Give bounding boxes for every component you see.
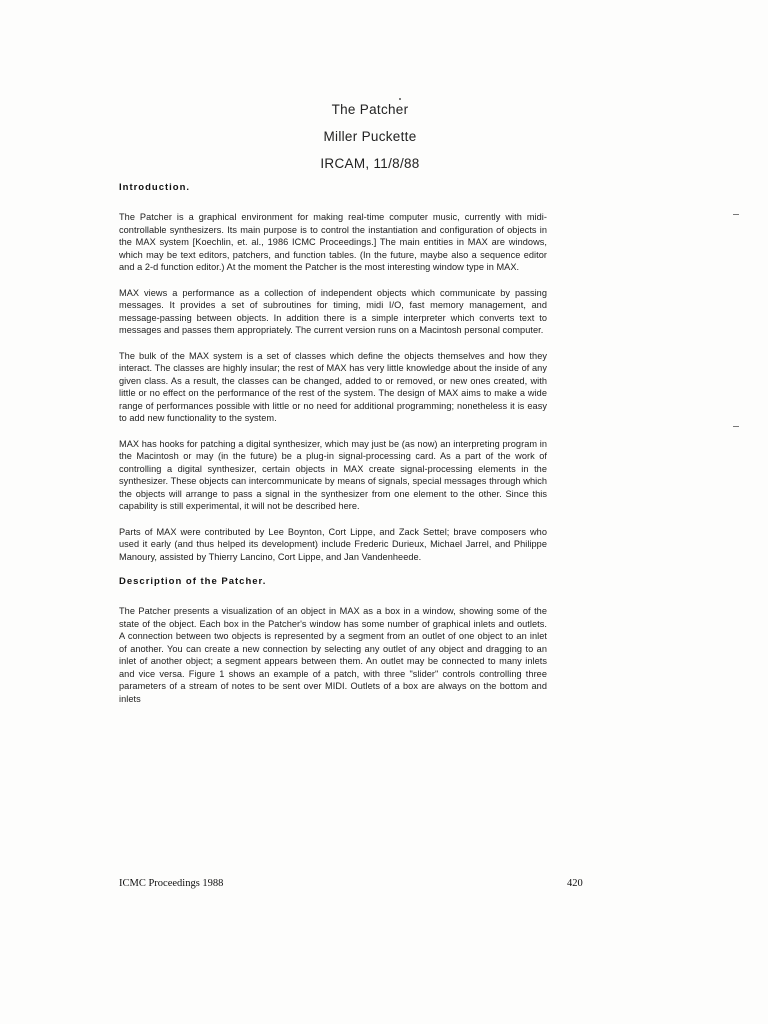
section-heading-description: Description of the Patcher. (119, 576, 267, 587)
page-number: 420 (567, 878, 583, 889)
scan-mark (733, 426, 739, 427)
scan-mark (733, 214, 739, 215)
paragraph-3: The bulk of the MAX system is a set of classes which define the objects themselves and how they interact. The classes are highly insular; the rest of MAX has very little knowledge about the inside of any given class. As a result, the classes can be changed, added to or removed, or new ones created, with little or no effect on the performance of the rest of the system. The design of MAX aims to make a wide range of performances possible with little or no need for additional programming; nonetheless it is easy to add new functionality to the system. (119, 350, 547, 423)
paragraph-6: The Patcher presents a visualization of an object in MAX as a box in a window, showing some of the state of the object. Each box in the Patcher's window has some number of graphical inlets and outlets. A connection between two objects is represented by a segment from an outlet of one object to an inlet of another. You can create a new connection by selecting any outlet of any object and dragging to an inlet of another object; a segment appears between them. An outlet may be connected to many inlets and vice versa. Figure 1 shows an example of a patch, with three "slider" controls controlling three parameters of a stream of notes to be sent over MIDI. Outlets of a box are always on the bottom and inlets (119, 606, 547, 704)
section-heading-introduction: Introduction. (119, 182, 191, 193)
paragraph-1: The Patcher is a graphical environment for making real-time computer music, currently with midi-controllable synthesizers. Its main purpose is to control the instantiation and configuration of objects in the MAX system [Koechlin, et. al., 1986 ICMC Proceedings.] The main entities in MAX are windows, which may be text editors, patchers, and function tables. (In the future, maybe also a sequence editor and a 2-d function editor.) At the moment the Patcher is the most interesting window type in MAX. (119, 212, 547, 272)
paper-title: The Patcher (331, 102, 409, 117)
paper-affiliation-date: IRCAM, 11/8/88 (320, 156, 420, 171)
title-block (200, 96, 540, 177)
paragraph-5: Parts of MAX were contributed by Lee Boynton, Cort Lippe, and Zack Settel; brave composers who used it early (and thus helped its development) include Frederic Durieux, Michael Jarrel, and Philippe Manoury, assisted by Thierry Lancino, Cort Lippe, and Jan Vandenheede. (119, 526, 547, 562)
paragraph-2: MAX views a performance as a collection of independent objects which communicate by passing messages. It provides a set of subroutines for timing, midi I/O, fast memory management, and message-passing between objects. In addition there is a simple interpreter which converts text to messages and passes them appropriately. The current version runs on a Macintosh personal computer. (119, 287, 547, 335)
paragraph-4: MAX has hooks for patching a digital synthesizer, which may just be (as now) an interpreting program in the Macintosh or may (in the future) be a plug-in signal-processing card. As a part of the work of controlling a digital synthesizer, certain objects in MAX create signal-processing elements in the synthesizer. These objects can intercommunicate by means of signals, special messages through which the objects will arrange to pass a signal in the synthesizer from one element to the other. Since this capability is still experimental, it will not be described here. (119, 438, 547, 511)
footer-proceedings: ICMC Proceedings 1988 (119, 878, 224, 889)
paper-author: Miller Puckette (323, 129, 417, 144)
paper-body (119, 182, 547, 705)
